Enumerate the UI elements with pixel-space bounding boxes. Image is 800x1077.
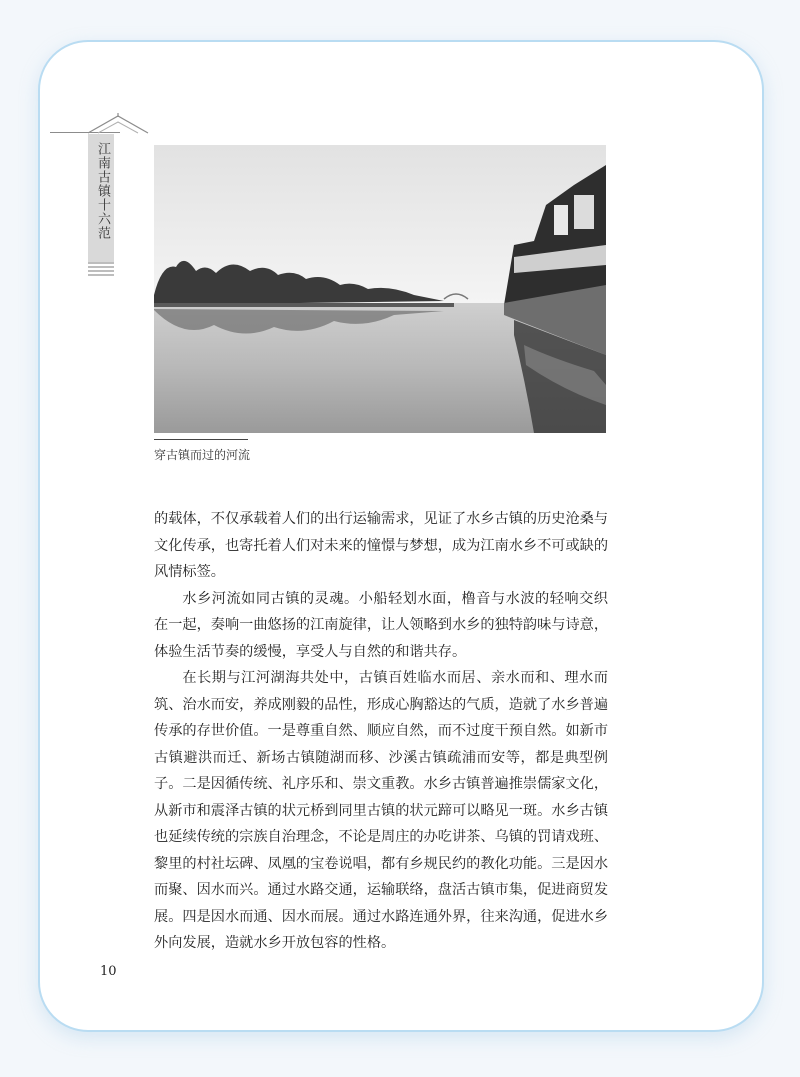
river-photo-image [154,145,606,433]
paragraph: 水乡河流如同古镇的灵魂。小船轻划水面，橹音与水波的轻响交织在一起，奏响一曲悠扬的江南旋律，让人领略到水乡的独特韵味与诗意，体验生活节奏的缓慢，享受人与自然的和谐共存。 [154,590,609,660]
river-photo [154,145,606,433]
paragraph: 在长期与江河湖海共处中，古镇百姓临水而居、亲水而和、理水而筑、治水而安，养成刚毅的品性，形成心胸豁达的气质，造就了水乡普遍传承的存世价值。一是尊重自然、顺应自然，而不过度干预自然。如新市古镇避洪而迁、新场古镇随湖而移、沙溪古镇疏浦而安等，都是典型例子。二是因循传统、礼序乐和、崇文重教。水乡古镇普遍推崇儒家文化，从新市和震泽古镇的状元桥到同里古镇的状元蹄可以略见一斑。水乡古镇也延续传统的宗族自治理念，不论是周庄的办吃讲茶、乌镇的罚请戏班、黎里的村社坛碑、凤凰的宝卷说唱，都有乡规民约的教化功能。三是因水而聚、因水而兴。通过水路交通，运输联络，盘活古镇市集，促进商贸发展。四是因水而通、因水而展。通过水路连通外界，往来沟通，促进水乡外向发展，造就水乡开放包容的性格。 [154,670,609,951]
roof-icon [86,112,150,134]
page-number: 10 [100,964,117,979]
figure-caption: 穿古镇而过的河流 [154,448,251,462]
side-tab [50,112,150,282]
book-title: 江南古镇十六范 [95,142,110,240]
tab-stripes [88,262,114,278]
paragraph: 的载体，不仅承载着人们的出行运输需求，见证了水乡古镇的历史沧桑与文化传承，也寄托着人们对未来的憧憬与梦想，成为江南水乡不可或缺的风情标签。 [154,511,609,580]
caption-rule [154,439,248,440]
body-text [154,506,608,957]
